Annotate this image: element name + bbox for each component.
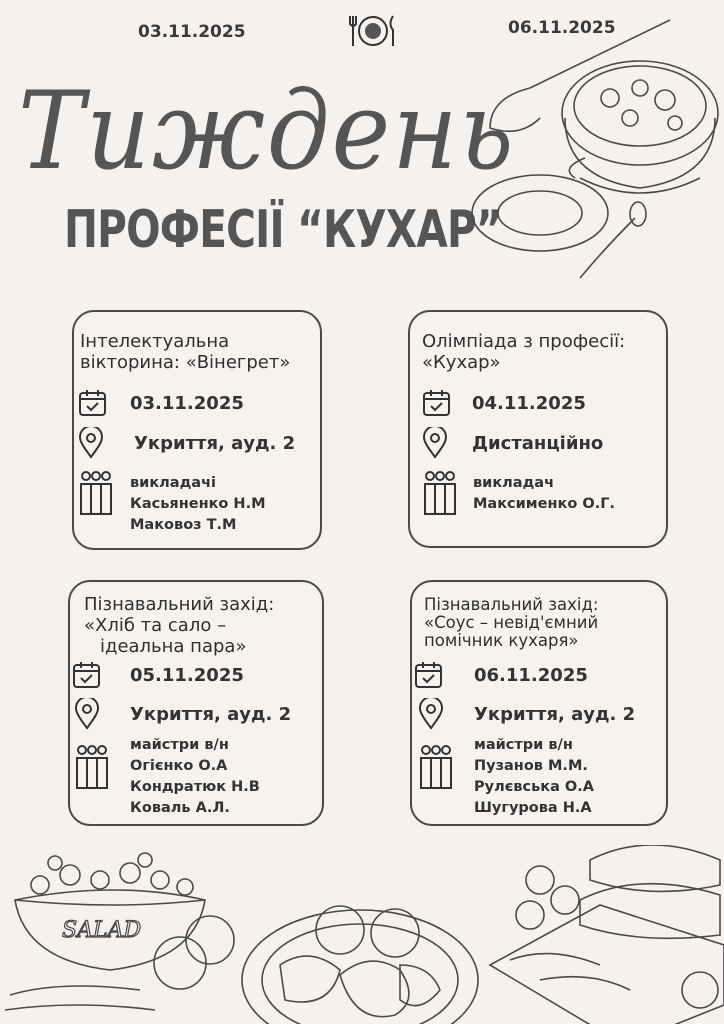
main-title: ПРОФЕСІЇ “КУХАР” [64, 200, 502, 260]
event-people [130, 735, 260, 819]
script-title: Тиждень [18, 69, 516, 194]
card-title-line: Олімпіада з професії: [422, 331, 626, 352]
soup-pot-illustration [470, 18, 720, 288]
event-date-row [414, 660, 588, 690]
event-date: 05.11.2025 [130, 664, 244, 686]
card-title-line: «Кухар» [422, 352, 501, 373]
event-place: Укриття, ауд. 2 [134, 432, 296, 454]
event-date-row [78, 388, 244, 418]
event-date: 04.11.2025 [472, 392, 586, 414]
people-icon [74, 744, 110, 790]
food-illustration-bottom [0, 845, 724, 1024]
salad-bowl-label: SALAD [62, 918, 142, 943]
card-title-line: «Соус – невід'ємний [424, 613, 599, 632]
people-line: викладач [473, 475, 555, 491]
event-people [130, 473, 266, 536]
people-line: Огієнко О.А [130, 758, 228, 774]
card-title [84, 594, 274, 657]
event-date-row [72, 660, 244, 690]
people-icon [418, 744, 454, 790]
event-place-row [422, 427, 603, 459]
people-line: Кондратюк Н.В [130, 779, 260, 795]
event-date: 06.11.2025 [474, 664, 588, 686]
calendar-icon [72, 660, 102, 690]
card-title-line: ідеальна пара» [100, 636, 247, 657]
event-place: Дистанційно [472, 432, 604, 454]
location-pin-icon [422, 427, 448, 459]
people-line: Касьяненко Н.М [130, 496, 266, 512]
people-icon [422, 470, 458, 516]
calendar-icon [422, 388, 452, 418]
event-place-row [78, 427, 295, 459]
date-left: 03.11.2025 [138, 22, 246, 42]
people-line: Маковоз Т.М [130, 517, 237, 533]
event-date-row [422, 388, 586, 418]
event-place: Укриття, ауд. 2 [130, 703, 292, 725]
card-title-line: Пізнавальний захід: [424, 595, 599, 614]
location-pin-icon [74, 698, 100, 730]
calendar-icon [414, 660, 444, 690]
card-title-line: «Хліб та сало – [84, 615, 227, 636]
event-place-row [74, 698, 291, 730]
people-line: Коваль А.Л. [130, 800, 230, 816]
calendar-icon [78, 388, 108, 418]
card-title [422, 331, 625, 373]
event-date: 03.11.2025 [130, 392, 244, 414]
people-line: Рулєвська О.А [474, 779, 594, 795]
people-line: майстри в/н [474, 737, 573, 753]
card-title [424, 596, 598, 650]
people-line: Пузанов М.М. [474, 758, 588, 774]
event-place-row [418, 698, 635, 730]
location-pin-icon [418, 698, 444, 730]
people-line: майстри в/н [130, 737, 229, 753]
location-pin-icon [78, 427, 104, 459]
date-right: 06.11.2025 [508, 18, 616, 38]
event-people [474, 735, 594, 819]
event-people [473, 473, 615, 515]
plate-fork-knife-icon [348, 12, 398, 50]
people-line: Шугурова Н.А [474, 800, 592, 816]
card-title-line: помічник кухаря» [424, 631, 579, 650]
card-title [80, 331, 290, 373]
card-title-line: Інтелектуальна [80, 331, 230, 352]
people-icon [78, 470, 114, 516]
event-place: Укриття, ауд. 2 [474, 703, 636, 725]
card-title-line: Пізнавальний захід: [84, 594, 275, 615]
card-title-line: вікторина: «Вінегрет» [80, 352, 291, 373]
people-line: викладачі [130, 475, 217, 491]
people-line: Максименко О.Г. [473, 496, 615, 512]
